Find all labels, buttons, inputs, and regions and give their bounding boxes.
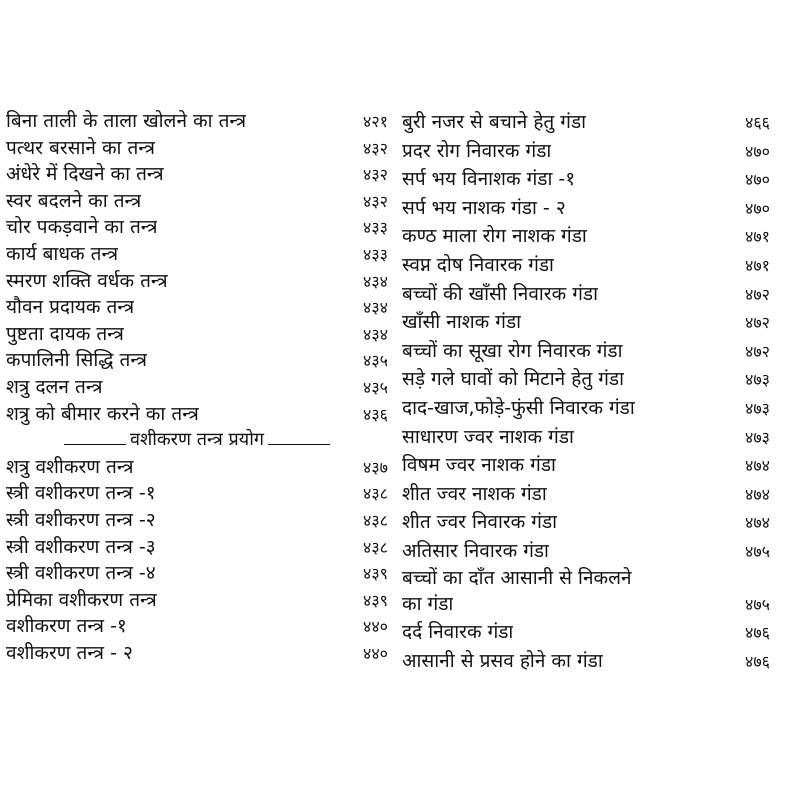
index-entry (6, 347, 388, 374)
index-entry (402, 251, 770, 280)
entry-page: ४३९ (363, 590, 388, 610)
index-entry (6, 640, 388, 667)
entry-page: ४७४ (745, 513, 770, 533)
entry-title: सर्प भय विनाशक गंडा -१ (402, 168, 576, 191)
index-entry (6, 534, 388, 561)
entry-page: ४२१ (363, 112, 388, 131)
index-entry (402, 618, 770, 647)
entry-page: ४७० (745, 141, 770, 161)
index-entry (6, 214, 388, 241)
entry-title: बिना ताली के ताला खोलने का तन्त्र (6, 110, 247, 132)
entry-title: स्त्री वशीकरण तन्त्र -१ (6, 482, 156, 505)
entry-title: बच्चों की खाँसी निवारक गंडा (402, 282, 598, 305)
entry-title: सड़े गले घावों को मिटाने हेतु गंडा (402, 368, 625, 391)
index-entry (402, 423, 770, 452)
entry-title: पुष्टता दायक तन्त्र (6, 322, 124, 345)
entry-page: ४७४ (745, 456, 770, 476)
entry-page: ४३४ (363, 324, 388, 344)
entry-page: ४३२ (363, 191, 388, 211)
entry-page: ४३९ (363, 564, 388, 584)
index-entry (402, 165, 770, 194)
index-entry (6, 135, 388, 162)
entry-title: बच्चों का दाँत आसानी से निकलने (402, 566, 632, 589)
entry-page: ४७६ (745, 651, 770, 671)
entry-title: वशीकरण तन्त्र -१ (6, 615, 127, 638)
entry-title: शत्रु वशीकरण तन्त्र (6, 455, 134, 478)
index-entry (402, 137, 770, 166)
entry-page: ४७३ (745, 427, 770, 447)
entry-page: ४३४ (363, 271, 388, 291)
left-index-column (6, 108, 388, 666)
index-entry (402, 308, 770, 337)
entry-title: आसानी से प्रसव होने का गंडा (402, 649, 603, 672)
index-entry (402, 194, 770, 223)
index-entry (6, 401, 388, 428)
index-entry (402, 480, 770, 509)
index-entry (6, 560, 388, 587)
entry-page: ४३८ (363, 484, 388, 504)
entry-title: शीत ज्वर नाशक गंडा (402, 482, 547, 505)
entry-title: स्त्री वशीकरण तन्त्र -४ (6, 562, 156, 585)
entry-page: ४४० (363, 643, 388, 663)
entry-page: ४७५ (745, 594, 770, 614)
index-entry (402, 508, 770, 537)
index-entry (6, 108, 388, 135)
entry-page: ४७५ (745, 541, 770, 561)
index-entry (6, 268, 388, 295)
entry-page: ४३४ (363, 298, 388, 318)
entry-page: ४३३ (363, 244, 388, 264)
index-entry (6, 507, 388, 534)
index-entry (402, 566, 770, 590)
entry-title: अंधेरे में दिखने का तन्त्र (6, 163, 164, 186)
entry-title: कार्य बाधक तन्त्र (6, 242, 119, 265)
index-entry (6, 587, 388, 614)
entry-title: पत्थर बरसाने का तन्त्र (6, 136, 156, 159)
entry-title: स्मरण शक्ति वर्धक तन्त्र (6, 269, 168, 292)
index-entry (402, 365, 770, 394)
entry-title: शत्रु दलन तन्त्र (6, 375, 103, 398)
index-entry (6, 294, 388, 321)
index-entry (402, 451, 770, 480)
entry-page: ४७१ (745, 227, 770, 247)
entry-title: का गंडा (402, 592, 454, 615)
heading-rule-left (64, 444, 126, 445)
entry-title: अतिसार निवारक गंडा (402, 539, 549, 562)
index-entry (6, 161, 388, 188)
section-heading-row (6, 427, 388, 454)
index-entry (6, 454, 388, 481)
entry-page: ४७४ (745, 484, 770, 504)
entry-title: बच्चों का सूखा रोग निवारक गंडा (402, 339, 623, 362)
index-entry (402, 394, 770, 423)
entry-page: ४७२ (745, 313, 770, 333)
entry-page: ४३८ (363, 537, 388, 557)
heading-rule-right (268, 444, 330, 445)
entry-page: ४३५ (363, 377, 388, 397)
entry-title: सर्प भय नाशक गंडा - २ (402, 196, 566, 219)
entry-title: शत्रु को बीमार करने का तन्त्र (6, 402, 199, 425)
index-entry (402, 647, 770, 676)
entry-page: ४७३ (745, 370, 770, 390)
entry-page: ४३८ (363, 510, 388, 530)
index-entry (6, 613, 388, 640)
index-entry (402, 108, 770, 137)
entry-title: प्रेमिका वशीकरण तन्त्र (6, 588, 157, 611)
entry-title: चोर पकड़वाने का तन्त्र (6, 216, 158, 239)
entry-title: यौवन प्रदायक तन्त्र (6, 296, 135, 319)
entry-page: ४६६ (745, 113, 770, 132)
entry-title: शीत ज्वर निवारक गंडा (402, 511, 558, 534)
entry-title: प्रदर रोग निवारक गंडा (402, 139, 552, 162)
entry-page: ४३५ (363, 351, 388, 371)
index-entry (6, 374, 388, 401)
entry-title: स्त्री वशीकरण तन्त्र -२ (6, 508, 156, 531)
entry-page: ४३२ (363, 138, 388, 158)
entry-title: दाद-खाज,फोड़े-फुंसी निवारक गंडा (402, 396, 635, 419)
entry-title: स्वप्न दोष निवारक गंडा (402, 253, 554, 276)
entry-title: खाँसी नाशक गंडा (402, 311, 522, 334)
index-entry (6, 321, 388, 348)
right-index-column (402, 108, 770, 675)
entry-title: साधारण ज्वर नाशक गंडा (402, 425, 574, 448)
index-entry (402, 590, 770, 619)
entry-page: ४७६ (745, 623, 770, 643)
entry-page: ४४० (363, 617, 388, 637)
index-entry (6, 480, 388, 507)
entry-page: ४३२ (363, 165, 388, 185)
entry-title: कण्ठ माला रोग नाशक गंडा (402, 225, 587, 248)
index-entry (6, 188, 388, 215)
entry-page: ४७३ (745, 398, 770, 418)
entry-title: बुरी नजर से बचाने हेतु गंडा (402, 111, 587, 133)
entry-title: विषम ज्वर नाशक गंडा (402, 454, 556, 477)
entry-page: ४३६ (363, 404, 388, 424)
entry-page: ४७२ (745, 284, 770, 304)
index-entry (402, 537, 770, 566)
index-entry (402, 337, 770, 366)
entry-title: कपालिनी सिद्धि तन्त्र (6, 349, 148, 372)
entry-page: ४३७ (363, 457, 388, 477)
entry-page: ४७० (745, 198, 770, 218)
index-entry (402, 222, 770, 251)
entry-title: स्त्री वशीकरण तन्त्र -३ (6, 535, 156, 558)
entry-page: ४७० (745, 170, 770, 190)
entry-title: वशीकरण तन्त्र - २ (6, 641, 133, 664)
entry-page: ४३३ (363, 218, 388, 238)
index-entry (6, 241, 388, 268)
section-heading: वशीकरण तन्त्र प्रयोग (129, 429, 265, 451)
entry-page: ४७२ (745, 341, 770, 361)
entry-title: स्वर बदलने का तन्त्र (6, 189, 142, 212)
entry-page: ४७१ (745, 255, 770, 275)
entry-title: दर्द निवारक गंडा (402, 621, 514, 644)
index-entry (402, 280, 770, 309)
